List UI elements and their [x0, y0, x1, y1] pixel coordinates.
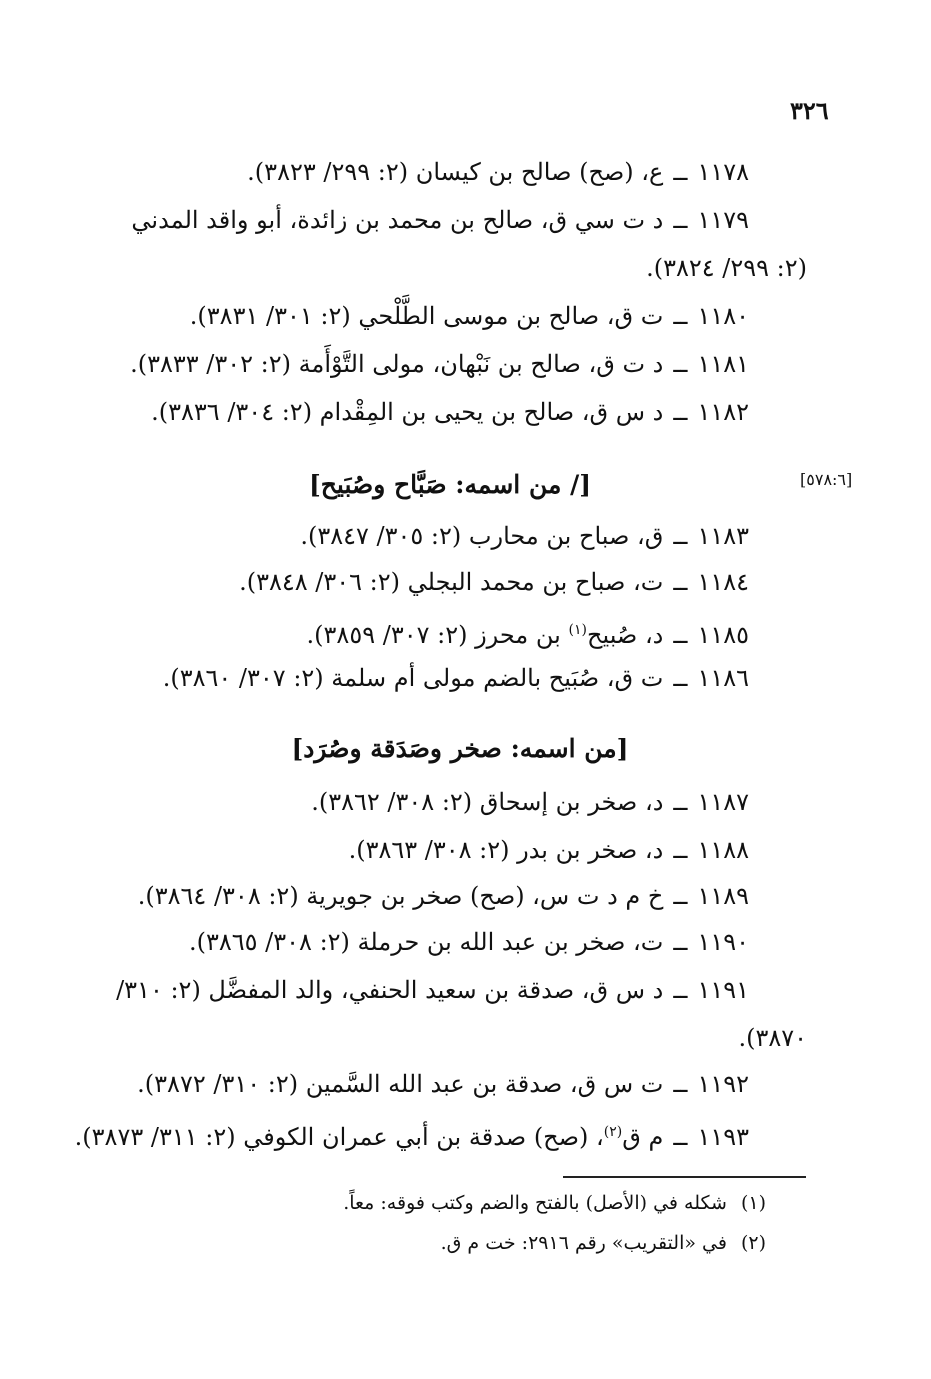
entry-1191 — [116, 966, 749, 1014]
entry-number: ١١٨٤ — [697, 568, 749, 596]
entry-dash: ــ — [673, 882, 688, 910]
footnote-1 — [343, 1192, 766, 1214]
section-heading-sakhr: [من اسمه: صخر وصَدَقة وصُرَد] — [291, 734, 629, 763]
entry-number: ١١٨٩ — [697, 882, 749, 910]
entry-number: ١١٧٩ — [697, 206, 749, 234]
entry-dash: ــ — [673, 788, 688, 816]
entry-1191-continuation: ٣٨٧٠). — [738, 1024, 807, 1052]
entry-1193 — [75, 1108, 749, 1161]
entry-1185 — [307, 606, 749, 659]
entry-number: ١١٩١ — [697, 976, 749, 1004]
entry-text: م ق — [622, 1123, 664, 1151]
entry-dash: ــ — [673, 1123, 688, 1151]
section-heading-sabbah: [/ من اسمه: صَبَّاح وصُبَيح] — [308, 470, 592, 499]
entry-dash: ــ — [673, 158, 688, 186]
entry-dash: ــ — [673, 206, 688, 234]
entry-text: د ت سي ق، صالح بن محمد بن زائدة، أبو واقد المدني — [131, 206, 664, 234]
entry-dash: ــ — [673, 302, 688, 330]
entry-text: ت ق، صُبَيح بالضم مولى أم سلمة (٢: ٣٠٧/ ٣٨٦٠). — [162, 664, 664, 692]
entry-number: ١١٧٨ — [697, 158, 749, 186]
entry-1179 — [131, 196, 749, 244]
entry-dash: ــ — [673, 398, 688, 426]
entry-dash: ــ — [673, 568, 688, 596]
entry-text: ع، (صح) صالح بن كيسان (٢: ٢٩٩/ ٣٨٢٣). — [247, 158, 664, 186]
entry-text: د، صُبيح — [586, 621, 664, 649]
footnote-number: (١) — [740, 1192, 766, 1214]
entry-number: ١١٨٢ — [697, 398, 749, 426]
entry-number: ١١٨١ — [697, 350, 749, 378]
entry-1179-continuation: (٢: ٢٩٩/ ٣٨٢٤). — [646, 254, 807, 282]
entry-number: ١١٨٨ — [697, 836, 749, 864]
entry-1181 — [130, 340, 749, 388]
entry-number: ١١٨٦ — [697, 664, 749, 692]
footnote-number: (٢) — [740, 1232, 766, 1254]
entry-dash: ــ — [673, 621, 688, 649]
entry-1187 — [311, 778, 749, 826]
footnote-marker: (١) — [568, 622, 587, 638]
entry-1182 — [151, 388, 749, 436]
footnote-2 — [441, 1232, 766, 1254]
entry-dash: ــ — [673, 836, 688, 864]
entry-text-rest: ، (صح) صدقة بن أبي عمران الكوفي (٢: ٣١١/ ٣٨٧٣). — [74, 1123, 604, 1151]
entry-number: ١١٨٧ — [697, 788, 749, 816]
entry-number: ١١٩٣ — [697, 1123, 749, 1151]
entry-text-rest: بن محرز (٢: ٣٠٧/ ٣٨٥٩). — [306, 621, 569, 649]
entry-number: ١١٨٥ — [697, 621, 749, 649]
entry-text: ت، صباح بن محمد البجلي (٢: ٣٠٦/ ٣٨٤٨). — [239, 568, 664, 596]
entry-dash: ــ — [673, 1070, 688, 1098]
entry-text: د، صخر بن بدر (٢: ٣٠٨/ ٣٨٦٣). — [348, 836, 664, 864]
entry-1188 — [349, 826, 749, 874]
entry-dash: ــ — [673, 522, 688, 550]
entry-text: د س ق، صالح بن يحيى بن المِقْدام (٢: ٣٠٤/ ٣٨٣٦). — [151, 398, 664, 426]
entry-text: ت ق، صالح بن موسى الطَّلْحي (٢: ٣٠١/ ٣٨٣١). — [189, 302, 664, 330]
entry-text: ت س ق، صدقة بن عبد الله السَّمين (٢: ٣١٠/ ٣٨٧٢). — [137, 1070, 664, 1098]
footnote-separator — [563, 1176, 806, 1178]
margin-reference: [٥٧٨:٦] — [800, 470, 853, 489]
entry-dash: ــ — [673, 928, 688, 956]
entry-dash: ــ — [673, 350, 688, 378]
footnote-text: شكله في (الأصل) بالفتح والضم وكتب فوقه: معاً. — [343, 1192, 727, 1214]
entry-1189 — [138, 872, 749, 920]
entry-dash: ــ — [673, 976, 688, 1004]
entry-1178 — [247, 148, 749, 196]
entry-1192 — [137, 1060, 749, 1108]
entry-number: ١١٨٠ — [697, 302, 749, 330]
footnote-text: في «التقريب» رقم ٢٩١٦: خت م ق. — [440, 1232, 727, 1254]
footnote-marker: (٢) — [603, 1124, 623, 1140]
entry-text: ق، صباح بن محارب (٢: ٣٠٥/ ٣٨٤٧). — [300, 522, 664, 550]
page-number: ٣٢٦ — [790, 96, 829, 125]
entry-1183 — [300, 512, 749, 560]
entry-text: د ت ق، صالح بن نَبْهان، مولى التَّوْأَمة (٢: ٣٠٢/ ٣٨٣٣). — [130, 350, 664, 378]
entry-number: ١١٩٠ — [697, 928, 749, 956]
entry-number: ١١٩٢ — [697, 1070, 749, 1098]
entry-text: خ م د ت س، (صح) صخر بن جويرية (٢: ٣٠٨/ ٣٨٦٤). — [137, 882, 664, 910]
entry-text: ت، صخر بن عبد الله بن حرملة (٢: ٣٠٨/ ٣٨٦٥). — [188, 928, 664, 956]
entry-1180 — [190, 292, 749, 340]
entry-1190 — [189, 918, 749, 966]
entry-number: ١١٨٣ — [697, 522, 749, 550]
entry-1186 — [163, 654, 749, 702]
entry-1184 — [239, 558, 749, 606]
entry-text: د س ق، صدقة بن سعيد الحنفي، والد المفضَّل (٢: ٣١٠/ — [116, 976, 664, 1004]
entry-text: د، صخر بن إسحاق (٢: ٣٠٨/ ٣٨٦٢). — [311, 788, 664, 816]
entry-dash: ــ — [673, 664, 688, 692]
